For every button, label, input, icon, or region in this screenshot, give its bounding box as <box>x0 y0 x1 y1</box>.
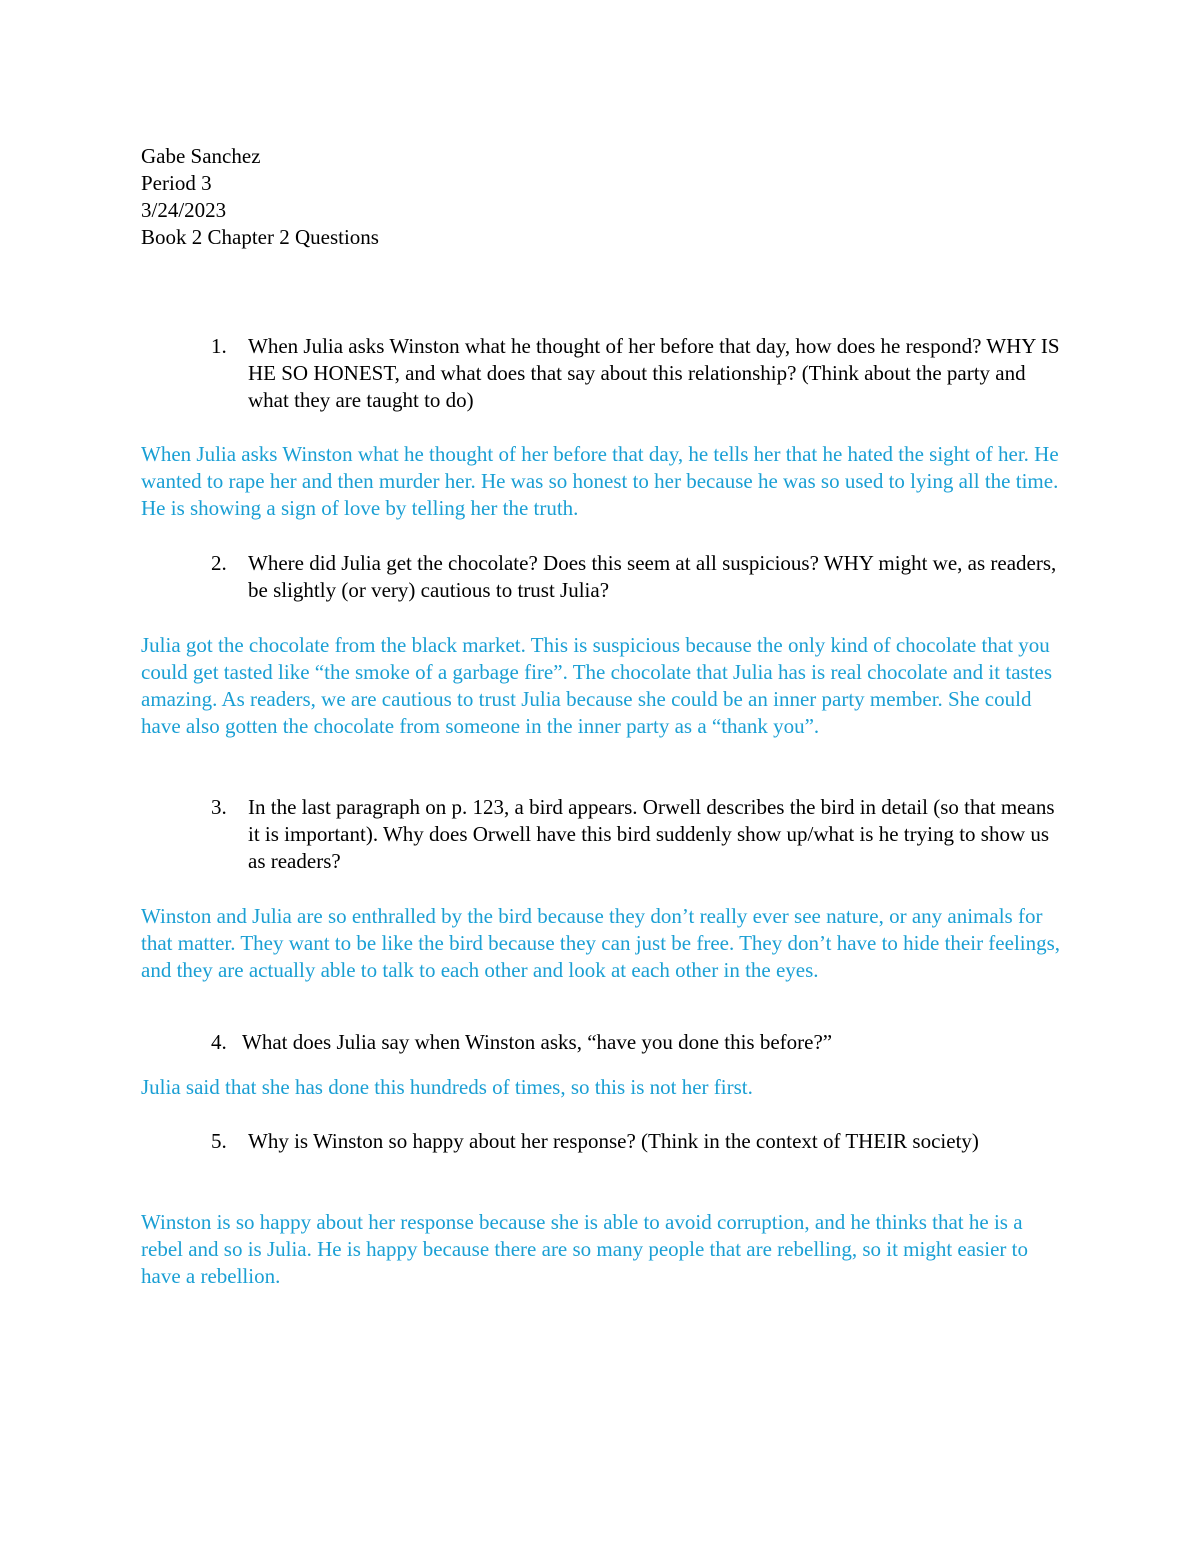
question-text: Why is Winston so happy about her response? (Think in the context of THEIR society) <box>248 1129 979 1153</box>
question-text: In the last paragraph on p. 123, a bird appears. Orwell describes the bird in detail (so that means it is important). Why does Orwell have this bird suddenly show up/what is he trying to show us as readers? <box>248 795 1055 873</box>
document-header <box>141 143 379 251</box>
answer-4: Julia said that she has done this hundreds of times, so this is not her first. <box>141 1075 753 1099</box>
answer-2: Julia got the chocolate from the black market. This is suspicious because the only kind of chocolate that you could get tasted like “the smoke of a garbage fire”. The chocolate that Julia has is real chocolate and it tastes amazing. As readers, we are cautious to trust Julia because she could be an inner party member. She could have also gotten the chocolate from someone in the inner party as a “thank you”. <box>141 633 1053 738</box>
question-number: 1. <box>211 334 227 358</box>
question-4 <box>211 1029 1071 1056</box>
question-text: When Julia asks Winston what he thought of her before that day, how does he respond? WHY IS HE SO HONEST, and what does that say about this relationship? (Think about the party and what they are taught to do) <box>248 334 1060 412</box>
question-number: 3. <box>211 795 227 819</box>
question-text: Where did Julia get the chocolate? Does this seem at all suspicious? WHY might we, as readers, be slightly (or very) cautious to trust Julia? <box>248 551 1057 602</box>
question-number: 5. <box>211 1129 227 1153</box>
question-text: What does Julia say when Winston asks, “have you done this before?” <box>242 1030 833 1054</box>
assignment-title: Book 2 Chapter 2 Questions <box>141 225 379 249</box>
question-3 <box>211 794 1071 875</box>
question-number: 4. <box>211 1030 227 1054</box>
question-5 <box>211 1128 1071 1155</box>
answer-5: Winston is so happy about her response because she is able to avoid corruption, and he thinks that he is a rebel and so is Julia. He is happy because there are so many people that are rebelling, so it might easier to have a rebellion. <box>141 1210 1028 1288</box>
class-period: Period 3 <box>141 171 212 195</box>
student-name: Gabe Sanchez <box>141 144 261 168</box>
question-number: 2. <box>211 551 227 575</box>
assignment-date: 3/24/2023 <box>141 198 227 222</box>
answer-1: When Julia asks Winston what he thought of her before that day, he tells her that he hated the sight of her. He wanted to rape her and then murder her. He was so honest to her because he was so used to lying all the time. He is showing a sign of love by telling her the truth. <box>141 442 1059 520</box>
question-1 <box>211 333 1071 414</box>
question-2 <box>211 550 1071 604</box>
answer-3: Winston and Julia are so enthralled by the bird because they don’t really ever see nature, or any animals for that matter. They want to be like the bird because they can just be free. They don’t have to hide their feelings, and they are actually able to talk to each other and look at each other in the eyes. <box>141 904 1061 982</box>
